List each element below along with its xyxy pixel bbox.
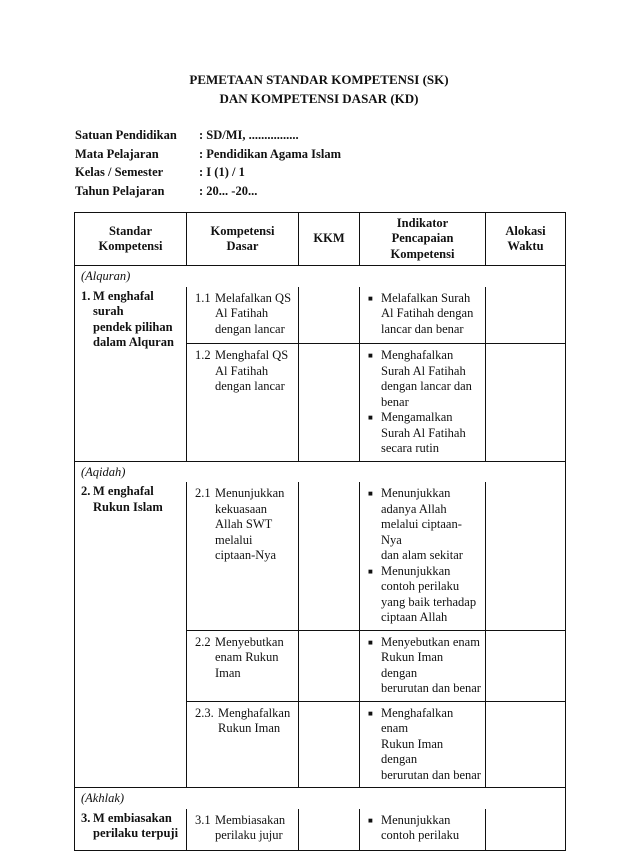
sk-body bbox=[93, 289, 182, 351]
standar-kompetensi-text bbox=[81, 484, 182, 515]
indikator-cell bbox=[360, 482, 486, 630]
standar-kompetensi-cell bbox=[75, 287, 187, 462]
indicator-bullet bbox=[368, 410, 481, 457]
info-block bbox=[75, 128, 341, 202]
info-value: : I (1) / 1 bbox=[199, 165, 245, 179]
header-text: Waktu bbox=[507, 239, 544, 253]
indicator-line: benar bbox=[381, 394, 409, 409]
indicator-text bbox=[381, 486, 481, 564]
indicator-line: Menunjukkan bbox=[381, 812, 451, 827]
header-text: Pencapaian bbox=[391, 231, 454, 246]
indicator-line: melalui ciptaan-Nya bbox=[381, 517, 462, 547]
kd-line: Allah SWT bbox=[215, 517, 273, 531]
indicator-bullet bbox=[368, 564, 481, 626]
table-row bbox=[75, 809, 566, 851]
info-value: : SD/MI, ................ bbox=[199, 128, 299, 142]
bullet-square-icon: ■ bbox=[368, 637, 373, 647]
table-header-row bbox=[75, 213, 566, 266]
standar-kompetensi-cell bbox=[75, 482, 187, 788]
indicator-bullet bbox=[368, 291, 481, 338]
info-label: Satuan Pendidikan bbox=[75, 128, 177, 142]
kd-line: kekuasaan bbox=[215, 501, 268, 516]
kkm-cell bbox=[299, 344, 360, 462]
kd-line: Iman bbox=[215, 665, 241, 680]
kd-number: 2.1 bbox=[195, 486, 211, 500]
kkm-cell bbox=[299, 630, 360, 701]
kd-number: 3.1 bbox=[195, 812, 211, 827]
indicator-line: Rukun Iman dengan bbox=[381, 736, 444, 766]
sk-line: M enghafal surah bbox=[93, 288, 154, 318]
kd-text bbox=[195, 486, 294, 564]
info-row bbox=[75, 184, 341, 203]
header-kompetensi-dasar bbox=[187, 213, 299, 266]
section-label: (Aqidah) bbox=[75, 461, 566, 482]
indicator-text bbox=[381, 348, 481, 410]
bullet-square-icon: ■ bbox=[368, 413, 373, 422]
kd-line: Menghafal QS bbox=[215, 348, 289, 362]
kkm-cell bbox=[299, 287, 360, 344]
kd-number: 2.3. bbox=[195, 705, 214, 720]
sk-number: 1. bbox=[81, 288, 91, 303]
kompetensi-dasar-cell bbox=[187, 809, 299, 851]
indicator-line: contoh perilaku bbox=[381, 828, 460, 842]
kd-line: Membiasakan bbox=[215, 812, 286, 827]
kd-line: Rukun Iman bbox=[218, 721, 281, 735]
info-value: : Pendidikan Agama Islam bbox=[199, 146, 342, 161]
standar-kompetensi-cell bbox=[75, 809, 187, 851]
alokasi-cell bbox=[486, 809, 566, 851]
header-alokasi-waktu bbox=[486, 213, 566, 266]
table-row bbox=[75, 482, 566, 630]
kd-text bbox=[195, 291, 294, 338]
header-indikator bbox=[360, 213, 486, 266]
kkm-cell bbox=[299, 701, 360, 788]
sk-line: Rukun Islam bbox=[93, 499, 163, 514]
info-label: Mata Pelajaran bbox=[75, 146, 159, 161]
bullet-square-icon: ■ bbox=[368, 708, 373, 718]
bullet-square-icon: ■ bbox=[368, 489, 373, 498]
kd-text bbox=[195, 635, 294, 682]
kd-number: 1.2 bbox=[195, 348, 211, 362]
kd-body bbox=[215, 813, 285, 844]
section-label-row bbox=[75, 266, 566, 287]
indicator-bullet bbox=[368, 635, 481, 697]
info-row bbox=[75, 165, 341, 184]
section-label-row bbox=[75, 788, 566, 809]
header-text: Dasar bbox=[226, 239, 259, 253]
kd-line: ciptaan-Nya bbox=[215, 548, 277, 562]
table-row bbox=[75, 287, 566, 344]
indicator-line: dengan lancar dan bbox=[381, 379, 472, 393]
kd-number: 1.1 bbox=[195, 290, 211, 305]
indicator-bullet bbox=[368, 348, 481, 410]
kd-line: Menunjukkan bbox=[215, 486, 285, 500]
kd-line: melalui bbox=[215, 532, 253, 547]
kd-text bbox=[195, 706, 294, 737]
sk-line: M embiasakan bbox=[93, 810, 172, 825]
indicator-bullet bbox=[368, 813, 481, 844]
bullet-square-icon: ■ bbox=[368, 815, 373, 825]
indicator-bullet bbox=[368, 486, 481, 564]
kd-line: Menyebutkan bbox=[215, 634, 284, 649]
indicator-line: Rukun Iman dengan bbox=[381, 650, 444, 680]
sk-body bbox=[93, 811, 178, 842]
kd-text bbox=[195, 348, 294, 395]
section-label: (Akhlak) bbox=[75, 788, 566, 809]
kompetensi-dasar-cell bbox=[187, 630, 299, 701]
bullet-square-icon: ■ bbox=[368, 566, 373, 576]
standar-kompetensi-text bbox=[81, 811, 182, 842]
indikator-cell bbox=[360, 701, 486, 788]
sk-line: perilaku terpuji bbox=[93, 826, 179, 840]
header-text: Standar bbox=[108, 223, 153, 238]
header-text: Alokasi bbox=[505, 223, 546, 238]
indikator-cell bbox=[360, 630, 486, 701]
info-row bbox=[75, 128, 341, 147]
indicator-line: berurutan dan benar bbox=[381, 767, 481, 782]
indicator-line: dan alam sekitar bbox=[381, 548, 463, 562]
header-text: Indikator bbox=[396, 215, 449, 230]
indicator-text bbox=[381, 410, 481, 457]
section-label-row bbox=[75, 461, 566, 482]
indicator-line: yang baik terhadap bbox=[381, 594, 477, 609]
title-line-1: PEMETAAN STANDAR KOMPETENSI (SK) bbox=[189, 72, 449, 87]
alokasi-cell bbox=[486, 482, 566, 630]
kd-line: dengan lancar bbox=[215, 321, 285, 336]
indicator-line: berurutan dan benar bbox=[381, 681, 481, 695]
indicator-line: Menunjukkan bbox=[381, 486, 451, 500]
kd-line: enam Rukun bbox=[215, 650, 279, 664]
indicator-line: secara rutin bbox=[381, 441, 439, 455]
kkm-cell bbox=[299, 482, 360, 630]
header-standar-kompetensi bbox=[75, 213, 187, 266]
kd-line: Melafalkan QS bbox=[215, 290, 292, 305]
kd-body bbox=[215, 486, 284, 564]
kd-line: Al Fatihah bbox=[215, 363, 269, 378]
indicator-line: Mengamalkan bbox=[381, 410, 453, 424]
info-value: : 20... -20... bbox=[199, 183, 258, 198]
indicator-text bbox=[381, 564, 481, 626]
indicator-text bbox=[381, 291, 481, 338]
kompetensi-dasar-cell bbox=[187, 701, 299, 788]
kd-body bbox=[215, 348, 288, 395]
kd-number: 2.2 bbox=[195, 634, 211, 649]
sk-number: 2. bbox=[81, 484, 91, 498]
sk-body bbox=[93, 484, 163, 515]
header-kkm bbox=[299, 213, 360, 266]
header-text: KKM bbox=[313, 231, 345, 246]
sk-line: dalam Alquran bbox=[93, 335, 174, 349]
kd-body bbox=[218, 706, 290, 737]
sk-number: 3. bbox=[81, 810, 91, 825]
kkm-cell bbox=[299, 809, 360, 851]
indicator-line: Surah Al Fatihah bbox=[381, 425, 466, 440]
info-label: Kelas / Semester bbox=[75, 165, 164, 179]
indicator-text bbox=[381, 706, 481, 784]
sk-line: M enghafal bbox=[93, 484, 154, 498]
kompetensi-dasar-cell bbox=[187, 344, 299, 462]
bullet-square-icon: ■ bbox=[368, 351, 373, 360]
header-text: Kompetensi bbox=[210, 223, 275, 238]
alokasi-cell bbox=[486, 630, 566, 701]
header-text: Kompetensi bbox=[390, 246, 455, 261]
kompetensi-dasar-cell bbox=[187, 287, 299, 344]
indicator-line: Menunjukkan bbox=[381, 563, 451, 578]
kd-body bbox=[215, 291, 291, 338]
indicator-line: Surah Al Fatihah bbox=[381, 363, 466, 378]
indicator-line: Menghafalkan bbox=[381, 348, 454, 362]
info-label: Tahun Pelajaran bbox=[75, 183, 165, 198]
indicator-line: lancar dan benar bbox=[381, 321, 464, 336]
alokasi-cell bbox=[486, 344, 566, 462]
section-label: (Alquran) bbox=[75, 266, 566, 287]
alokasi-cell bbox=[486, 701, 566, 788]
sk-line: pendek pilihan bbox=[93, 319, 173, 334]
kompetensi-dasar-cell bbox=[187, 482, 299, 630]
kd-body bbox=[215, 635, 284, 682]
kd-text bbox=[195, 813, 294, 844]
header-text: Kompetensi bbox=[98, 239, 163, 253]
indicator-line: Al Fatihah dengan bbox=[381, 306, 474, 320]
indicator-line: ciptaan Allah bbox=[381, 610, 448, 624]
indicator-line: Menghafalkan enam bbox=[381, 705, 454, 735]
alokasi-cell bbox=[486, 287, 566, 344]
indikator-cell bbox=[360, 287, 486, 344]
kd-line: Menghafalkan bbox=[218, 705, 291, 720]
bullet-square-icon: ■ bbox=[368, 293, 373, 303]
standar-kompetensi-text bbox=[81, 289, 182, 351]
indicator-text bbox=[381, 813, 481, 844]
info-row bbox=[75, 147, 341, 166]
kd-line: perilaku jujur bbox=[215, 828, 283, 842]
title-line-2: DAN KOMPETENSI DASAR (KD) bbox=[219, 91, 419, 106]
indicator-bullet bbox=[368, 706, 481, 784]
kd-line: Al Fatihah bbox=[215, 306, 269, 320]
indicator-line: contoh perilaku bbox=[381, 579, 460, 593]
indikator-cell bbox=[360, 809, 486, 851]
indicator-line: Menyebutkan enam bbox=[381, 634, 480, 649]
kd-line: dengan lancar bbox=[215, 379, 285, 393]
indicator-text bbox=[381, 635, 481, 697]
indicator-line: Melafalkan Surah bbox=[381, 290, 471, 305]
indicator-line: adanya Allah bbox=[381, 501, 447, 516]
competency-table bbox=[74, 212, 566, 851]
indikator-cell bbox=[360, 344, 486, 462]
